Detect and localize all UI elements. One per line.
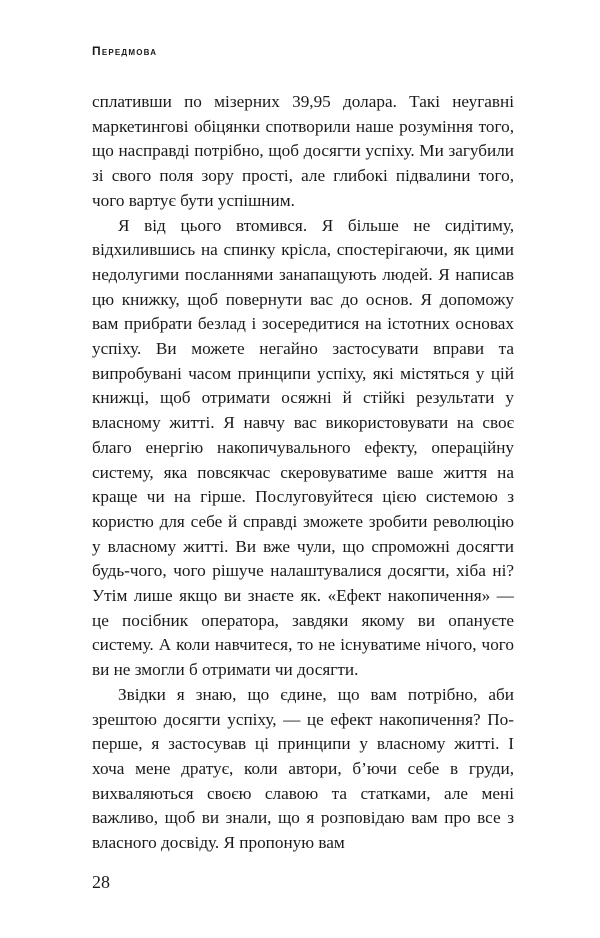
paragraph: Звідки я знаю, що єдине, що вам потрібно, аби зрештою досягти успіху, — це ефект накопичення? По-перше, я застосував ці принципи у власному житті. І хоча мене дратує, коли автори, б’ючи себе в груди, вихваляються своєю славою та статками, але мені важливо, щоб ви знали, що я розповідаю вам про все з власного досвіду. Я пропоную вам [92, 684, 514, 853]
body-text [92, 90, 514, 856]
paragraph: Я від цього втомився. Я більше не сидітиму, відхилившись на спинку крісла, спостерігаючи, як цими недолугими посланнями занапащують людей. Я написав цю книжку, щоб повернути вас до основ. Я допоможу вам прибрати безлад і зосередитися на істотних основах успіху. Ви можете негайно застосувати вправи та випробувані часом принципи успіху, які містяться у цій книжці, щоб отримати осяжні й стійкі результати у власному житті. Я навчу вас використовувати на своє благо енергію накопичувального ефекту, операційну систему, яка повсякчас скеровуватиме ваше життя на краще чи на гірше. Послуговуйтеся цією системою з користю для себе й справді зможете зробити революцію у власному житті. Ви вже чули, що спроможні досягти будь-чого, чого рішуче налаштувалися досягти, хіба ні? Утім лише якщо ви знаєте як. «Ефект накопичення» — це посібник оператора, завдяки якому ви опануєте систему. А коли навчитеся, то не існуватиме нічого, чого ви не змогли б отримати чи досягти. [92, 215, 514, 680]
running-head: Передмова [92, 44, 158, 58]
paragraph: сплативши по мізерних 39,95 долара. Такі неугавні маркетингові обіцянки спотворили наше розуміння того, що насправді потрібно, щоб досягти успіху. Ми загубили зі свого поля зору прості, але глибокі підвалини того, чого вартує бути успішним. [92, 92, 514, 210]
page-number: 28 [92, 872, 110, 892]
